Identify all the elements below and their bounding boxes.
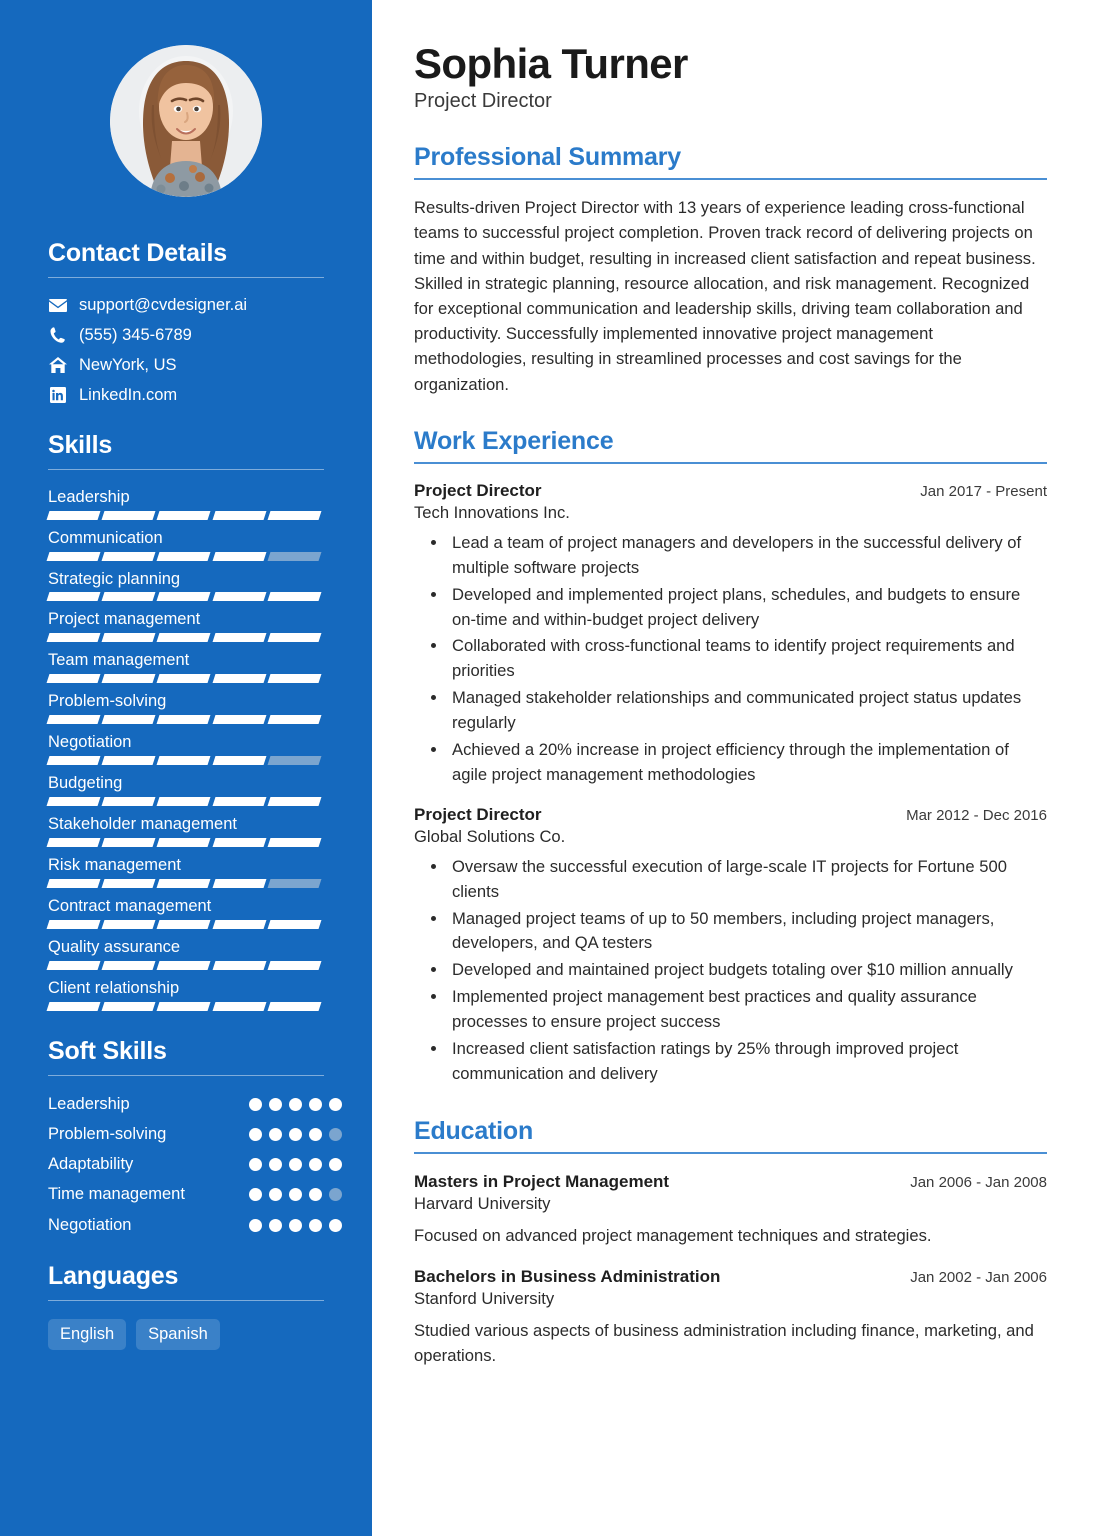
skill-bar-segment: [157, 797, 211, 806]
skill-bar-segment: [47, 715, 101, 724]
skill-label: Contract management: [48, 897, 212, 916]
skill-bar-segment: [102, 674, 156, 683]
skill-bar-segment: [102, 879, 156, 888]
soft-skill-row: [48, 1124, 342, 1145]
skill-label: Leadership: [48, 487, 130, 506]
education-institution: Stanford University: [414, 1288, 555, 1308]
skill-bar-segment: [157, 674, 211, 683]
skill-bar-segment: [47, 633, 101, 642]
skill-bar-segment: [157, 920, 211, 929]
skill-bar-segment: [267, 633, 321, 642]
education-section: [414, 1117, 1047, 1369]
skill-bar-segment: [102, 797, 156, 806]
skill-level-bar: [48, 1002, 320, 1011]
experience-entry: [414, 805, 1047, 1087]
skill-bar-segment: [102, 592, 156, 601]
skill-bar-segment: [212, 552, 266, 561]
skill-label: Project management: [48, 610, 201, 629]
sidebar: [0, 0, 372, 1536]
skill-bar-segment: [157, 511, 211, 520]
professional-summary-heading: Professional Summary: [414, 143, 681, 172]
soft-skill-rating: [249, 1094, 342, 1111]
soft-skill-label: Leadership: [48, 1095, 130, 1114]
skill-bar-segment: [212, 920, 266, 929]
language-chip[interactable]: English: [48, 1319, 126, 1350]
experience-bullet: • Managed project teams of up to 50 members, including project managers, developers, and QA testers: [448, 907, 1047, 957]
page-title: Sophia Turner: [414, 40, 688, 87]
experience-bullet: • Lead a team of project managers and developers in the successful delivery of multiple software projects: [448, 531, 1047, 581]
education-heading: Education: [414, 1116, 534, 1145]
education-description: Focused on advanced project management techniques and strategies.: [414, 1225, 932, 1245]
skill-bar-segment: [267, 756, 321, 765]
skill-bar-segment: [212, 592, 266, 601]
skills-section: [30, 431, 342, 1012]
experience-date-range: Jan 2017 - Present: [920, 482, 1047, 500]
section-underline: [414, 462, 1047, 464]
soft-skill-label: Time management: [48, 1185, 185, 1204]
experience-job-title: Project Director: [414, 804, 542, 824]
skill-bar-segment: [47, 674, 101, 683]
skill-bar-segment: [157, 961, 211, 970]
rating-dot: [249, 1098, 262, 1111]
skill-bar-segment: [267, 511, 321, 520]
section-divider: [48, 1075, 324, 1076]
skill-bar-segment: [102, 920, 156, 929]
skill-bar-segment: [212, 715, 266, 724]
contact-value-location: NewYork, US: [79, 356, 177, 375]
skill-level-bar: [48, 920, 320, 929]
section-divider: [48, 469, 324, 470]
experience-bullet-list: [414, 855, 1047, 1087]
work-experience-section: [414, 427, 1047, 1087]
contact-item-linkedin[interactable]: [48, 386, 342, 404]
skill-bar-segment: [47, 552, 101, 561]
skill-level-bar: [48, 715, 320, 724]
experience-bullet: • Oversaw the successful execution of large-scale IT projects for Fortune 500 clients: [448, 855, 1047, 905]
experience-bullet: • Collaborated with cross-functional teams to identify project requirements and priorities: [448, 634, 1047, 684]
skill-bar-segment: [157, 756, 211, 765]
skill-bar-segment: [267, 838, 321, 847]
skill-bar-segment: [102, 511, 156, 520]
languages-heading: Languages: [48, 1261, 179, 1290]
rating-dot: [309, 1158, 322, 1171]
skill-bar-segment: [212, 879, 266, 888]
language-chip[interactable]: Spanish: [136, 1319, 220, 1350]
skill-bar-segment: [47, 838, 101, 847]
experience-bullet: • Increased client satisfaction ratings by 25% through improved project communication and delivery: [448, 1037, 1047, 1087]
rating-dot: [289, 1128, 302, 1141]
skill-bar-segment: [47, 797, 101, 806]
education-description: Studied various aspects of business administration including finance, marketing, and operations.: [414, 1320, 1034, 1365]
soft-skill-label: Problem-solving: [48, 1125, 167, 1144]
skill-level-bar: [48, 797, 320, 806]
rating-dot: [249, 1219, 262, 1232]
skill-bar-segment: [267, 879, 321, 888]
skill-bar-segment: [102, 961, 156, 970]
job-role-subtitle: Project Director: [414, 90, 552, 113]
rating-dot: [329, 1128, 342, 1141]
skill-bar-segment: [212, 797, 266, 806]
rating-dot: [329, 1098, 342, 1111]
soft-skill-rating: [249, 1124, 342, 1141]
skill-label: Strategic planning: [48, 569, 181, 588]
skill-bar-segment: [47, 920, 101, 929]
skill-bar-segment: [102, 756, 156, 765]
profile-photo: [110, 45, 262, 197]
home-icon: [48, 357, 67, 374]
work-experience-heading: Work Experience: [414, 426, 614, 455]
section-divider: [48, 1300, 324, 1301]
rating-dot: [309, 1128, 322, 1141]
professional-summary-text: Results-driven Project Director with 13 years of experience leading cross-functional teams to successful project completion. Proven track record of delivering projects on time and within budget, resulting in increased client satisfaction and repeat business. Skilled in strategic planning, resource allocation, and risk management. Recognized for exceptional communication and leadership skills, driving team collaboration and productivity. Successfully implemented innovative project management methodologies, resulting in streamlined processes and cost savings for the organization.: [414, 198, 1036, 394]
skill-bar-segment: [212, 674, 266, 683]
skill-bar-segment: [47, 1002, 101, 1011]
rating-dot: [289, 1098, 302, 1111]
experience-bullet: • Developed and maintained project budgets totaling over $10 million annually: [448, 958, 1047, 983]
contact-item-phone[interactable]: [48, 326, 342, 344]
soft-skill-row: [48, 1094, 342, 1115]
section-underline: [414, 1152, 1047, 1154]
languages-section: [30, 1262, 342, 1350]
skill-bar-segment: [157, 879, 211, 888]
skill-bar-segment: [102, 1002, 156, 1011]
rating-dot: [269, 1158, 282, 1171]
experience-job-title: Project Director: [414, 480, 542, 500]
skill-level-bar: [48, 511, 320, 520]
skill-bar-segment: [267, 920, 321, 929]
skill-bar-segment: [157, 633, 211, 642]
skill-bar-segment: [47, 961, 101, 970]
contact-value-phone: (555) 345-6789: [79, 326, 192, 345]
rating-dot: [249, 1128, 262, 1141]
rating-dot: [269, 1128, 282, 1141]
education-degree: Bachelors in Business Administration: [414, 1266, 721, 1286]
soft-skill-row: [48, 1154, 342, 1175]
skill-bar-segment: [157, 552, 211, 561]
skill-bar-segment: [267, 1002, 321, 1011]
experience-bullet: • Managed stakeholder relationships and communicated project status updates regularly: [448, 686, 1047, 736]
skill-bar-segment: [212, 1002, 266, 1011]
education-list: [414, 1172, 1047, 1369]
soft-skill-rating: [249, 1215, 342, 1232]
work-experience-list: [414, 481, 1047, 1087]
main-content: [372, 0, 1095, 1536]
education-entry-header: [414, 1267, 1047, 1287]
envelope-icon: [48, 297, 67, 314]
skill-bar-segment: [47, 879, 101, 888]
rating-dot: [309, 1188, 322, 1201]
education-degree: Masters in Project Management: [414, 1171, 670, 1191]
experience-bullet-list: [414, 531, 1047, 788]
skill-label: Communication: [48, 528, 163, 547]
contact-details-heading: Contact Details: [48, 239, 227, 267]
skills-list: [48, 488, 342, 1012]
experience-date-range: Mar 2012 - Dec 2016: [906, 806, 1047, 824]
skill-bar-segment: [157, 838, 211, 847]
skill-bar-segment: [267, 961, 321, 970]
soft-skills-heading: Soft Skills: [48, 1037, 167, 1066]
skill-level-bar: [48, 633, 320, 642]
education-date-range: Jan 2006 - Jan 2008: [910, 1173, 1047, 1191]
skill-level-bar: [48, 879, 320, 888]
section-underline: [414, 178, 1047, 180]
rating-dot: [309, 1098, 322, 1111]
skill-bar-segment: [267, 674, 321, 683]
experience-entry: [414, 481, 1047, 788]
skill-bar-segment: [212, 838, 266, 847]
rating-dot: [249, 1188, 262, 1201]
rating-dot: [249, 1158, 262, 1171]
skill-bar-segment: [157, 715, 211, 724]
soft-skills-list: [48, 1094, 342, 1236]
skill-bar-segment: [267, 592, 321, 601]
avatar: [30, 45, 342, 197]
experience-company: Global Solutions Co.: [414, 826, 566, 846]
rating-dot: [269, 1188, 282, 1201]
contact-details-section: [30, 239, 342, 405]
rating-dot: [289, 1188, 302, 1201]
rating-dot: [269, 1098, 282, 1111]
contact-item-location[interactable]: [48, 356, 342, 374]
skill-label: Stakeholder management: [48, 815, 237, 834]
education-entry: [414, 1172, 1047, 1249]
skill-bar-segment: [212, 961, 266, 970]
experience-bullet: • Developed and implemented project plans, schedules, and budgets to ensure on-time and within-budget project delivery: [448, 583, 1047, 633]
rating-dot: [329, 1158, 342, 1171]
skill-level-bar: [48, 674, 320, 683]
experience-entry-header: [414, 805, 1047, 825]
rating-dot: [289, 1158, 302, 1171]
soft-skill-row: [48, 1215, 342, 1236]
contact-value-linkedin: LinkedIn.com: [79, 386, 178, 405]
education-entry-header: [414, 1172, 1047, 1192]
rating-dot: [329, 1188, 342, 1201]
soft-skill-label: Negotiation: [48, 1215, 132, 1234]
skill-bar-segment: [47, 511, 101, 520]
skill-label: Risk management: [48, 856, 181, 875]
education-institution: Harvard University: [414, 1193, 551, 1213]
section-divider: [48, 277, 324, 278]
rating-dot: [329, 1219, 342, 1232]
experience-bullet: • Achieved a 20% increase in project efficiency through the implementation of agile project management methodologies: [448, 738, 1047, 788]
soft-skill-rating: [249, 1184, 342, 1201]
contact-item-email[interactable]: [48, 296, 342, 314]
skill-bar-segment: [157, 1002, 211, 1011]
contact-list: [48, 296, 342, 405]
rating-dot: [289, 1219, 302, 1232]
phone-icon: [48, 327, 67, 344]
skill-bar-segment: [102, 552, 156, 561]
education-entry: [414, 1267, 1047, 1369]
skill-bar-segment: [212, 756, 266, 765]
skill-bar-segment: [212, 633, 266, 642]
skill-bar-segment: [267, 797, 321, 806]
skill-level-bar: [48, 552, 320, 561]
skill-label: Negotiation: [48, 733, 132, 752]
experience-entry-header: [414, 481, 1047, 501]
skill-bar-segment: [267, 552, 321, 561]
professional-summary-section: [414, 143, 1047, 397]
skill-label: Client relationship: [48, 979, 180, 998]
soft-skill-row: [48, 1184, 342, 1205]
skill-label: Problem-solving: [48, 692, 167, 711]
skill-bar-segment: [157, 592, 211, 601]
skill-bar-segment: [212, 511, 266, 520]
rating-dot: [269, 1219, 282, 1232]
skill-bar-segment: [47, 592, 101, 601]
skill-bar-segment: [102, 715, 156, 724]
skill-level-bar: [48, 838, 320, 847]
experience-company: Tech Innovations Inc.: [414, 502, 570, 522]
soft-skill-rating: [249, 1154, 342, 1171]
skill-level-bar: [48, 961, 320, 970]
skill-level-bar: [48, 756, 320, 765]
skill-bar-segment: [102, 633, 156, 642]
skill-label: Budgeting: [48, 774, 123, 793]
soft-skills-section: [30, 1037, 342, 1236]
soft-skill-label: Adaptability: [48, 1155, 134, 1174]
linkedin-icon: [48, 387, 67, 404]
skills-heading: Skills: [48, 430, 113, 459]
experience-bullet: • Implemented project management best practices and quality assurance processes to ensure project success: [448, 985, 1047, 1035]
skill-level-bar: [48, 592, 320, 601]
languages-list: [48, 1319, 342, 1350]
skill-bar-segment: [102, 838, 156, 847]
contact-value-email: support@cvdesigner.ai: [79, 296, 248, 314]
skill-bar-segment: [267, 715, 321, 724]
rating-dot: [309, 1219, 322, 1232]
skill-label: Team management: [48, 651, 190, 670]
profile-photo-illustration: [110, 45, 262, 197]
skill-bar-segment: [47, 756, 101, 765]
skill-label: Quality assurance: [48, 938, 181, 957]
education-date-range: Jan 2002 - Jan 2006: [910, 1268, 1047, 1286]
